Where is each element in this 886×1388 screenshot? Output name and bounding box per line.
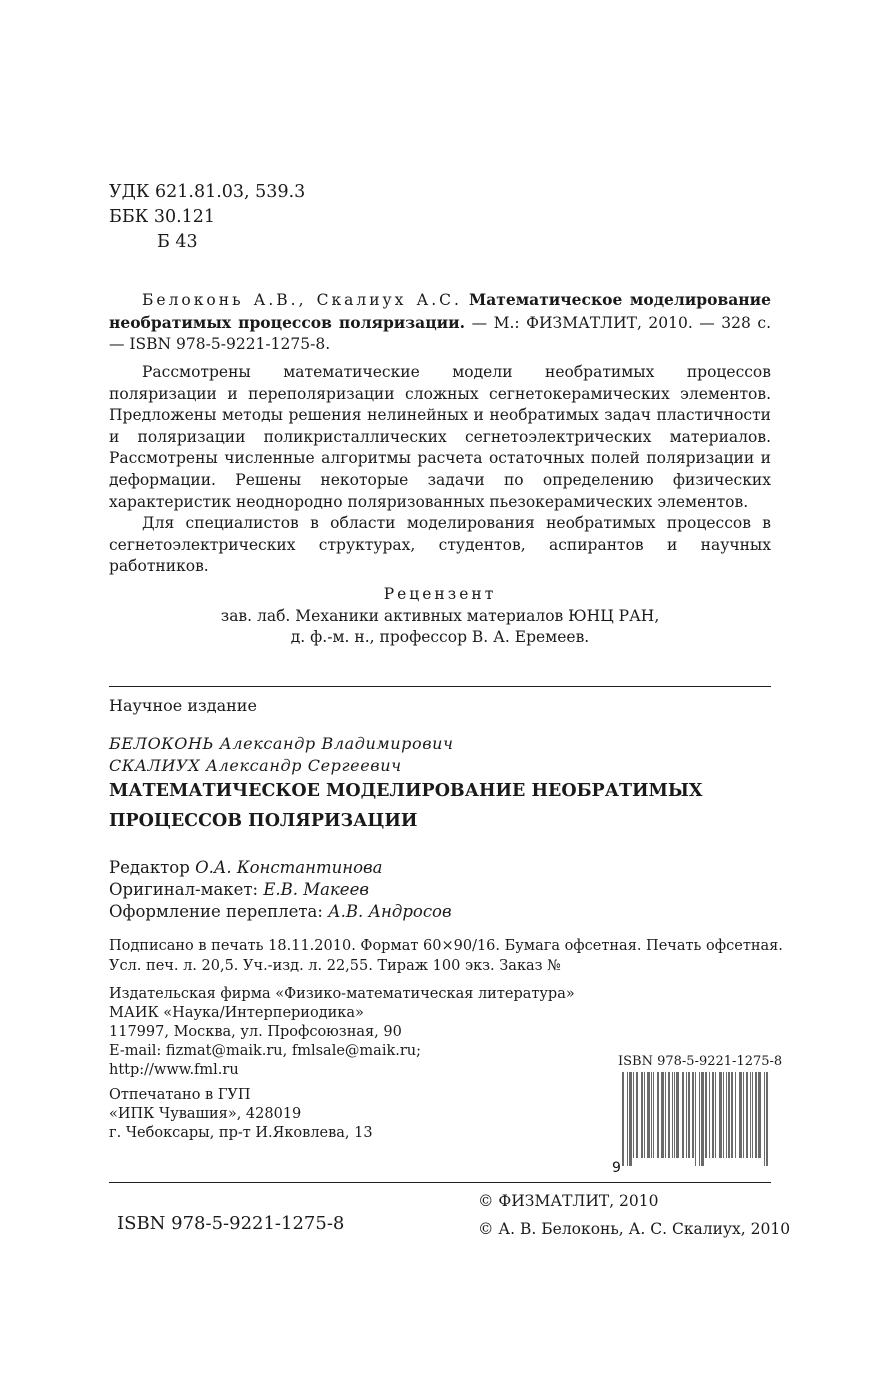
divider-bottom [109, 1182, 771, 1183]
author-2: СКАЛИУХ Александр Сергеевич [109, 756, 402, 775]
barcode-bar [633, 1072, 634, 1158]
cover-name: А.В. Андросов [328, 902, 452, 921]
editor-line [109, 857, 383, 879]
author-1: БЕЛОКОНЬ Александр Владимирович [109, 734, 454, 753]
barcode-bar [739, 1072, 742, 1158]
barcode-bar [752, 1072, 753, 1158]
barcode-bar [712, 1072, 714, 1158]
barcode-bar [764, 1072, 765, 1166]
barcode-bar [715, 1072, 716, 1158]
barcode-bar [676, 1072, 679, 1158]
barcode-bar [641, 1072, 643, 1158]
barcode-bar [746, 1072, 748, 1158]
barcode-bar [682, 1072, 684, 1158]
bbk-code: ББК 30.121 [109, 207, 216, 227]
barcode-bar [743, 1072, 744, 1158]
barcode-bar [665, 1072, 666, 1158]
abstract-paragraph-2: Для специалистов в области моделирования необратимых процессов в сегнетоэлектрических структурах, студентов, аспирантов и научных работников. [109, 514, 771, 576]
barcode-bar [653, 1072, 654, 1158]
barcode-bar [636, 1072, 638, 1158]
citation [109, 289, 771, 356]
barcode-bar [674, 1072, 675, 1158]
publisher-line-1: Издательская фирма «Физико-математическая литература» [109, 986, 575, 1002]
barcode-bar [688, 1072, 690, 1158]
divider-top [109, 686, 771, 687]
barcode [612, 1054, 783, 1176]
reviewer-line-2: д. ф.-м. н., профессор В. А. Еремеев. [290, 628, 590, 647]
reviewer-line-1: зав. лаб. Механики активных материалов ЮНЦ РАН, [220, 606, 660, 625]
barcode-bar [723, 1072, 724, 1158]
cover-label: Оформление переплета: [109, 902, 323, 921]
edition-type: Научное издание [109, 696, 257, 715]
print-info-2: Усл. печ. л. 20,5. Уч.-изд. л. 22,55. Тираж 100 экз. Заказ № [109, 958, 561, 974]
barcode-bar [657, 1072, 659, 1158]
barcode-bar [651, 1072, 652, 1158]
barcode-bar [692, 1072, 694, 1158]
barcode-bar [719, 1072, 722, 1158]
reviewer-block [109, 584, 771, 649]
publisher-line-5: http://www.fml.ru [109, 1062, 239, 1078]
barcode-bar [709, 1072, 710, 1158]
publisher-line-3: 117997, Москва, ул. Профсоюзная, 90 [109, 1024, 402, 1040]
editor-label: Редактор [109, 858, 190, 877]
barcode-bar [668, 1072, 670, 1158]
citation-details: — М.: ФИЗМАТЛИТ, 2010. — 328 с. — ISBN 978-5-9221-1275-8. [109, 313, 772, 354]
barcode-bar [644, 1072, 645, 1158]
udk-code: УДК 621.81.03, 539.3 [109, 182, 306, 202]
editor-name: О.А. Константинова [195, 858, 383, 877]
barcode-bar [766, 1072, 768, 1166]
barcode-bar [728, 1072, 730, 1158]
author-mark: Б 43 [157, 232, 198, 252]
cover-line [109, 901, 452, 923]
barcode-bar [750, 1072, 751, 1158]
book-title-line-1: МАТЕМАТИЧЕСКОЕ МОДЕЛИРОВАНИЕ НЕОБРАТИМЫХ [109, 781, 703, 801]
layout-name: Е.В. Макеев [263, 880, 369, 899]
barcode-bar [726, 1072, 727, 1158]
printer-line-2: «ИПК Чувашия», 428019 [109, 1106, 302, 1122]
barcode-bar [695, 1072, 696, 1166]
citation-authors: Белоконь А.В., Скалиух А.С. [142, 291, 462, 309]
barcode-bar [701, 1072, 704, 1166]
barcode-bar [699, 1072, 700, 1166]
barcode-bar [735, 1072, 736, 1158]
book-title-line-2: ПРОЦЕССОВ ПОЛЯРИЗАЦИИ [109, 811, 418, 831]
barcode-bar [755, 1072, 757, 1158]
barcode-bar [672, 1072, 673, 1158]
publisher-line-4: E-mail: fizmat@maik.ru, fmlsale@maik.ru; [109, 1043, 422, 1059]
barcode-bar [731, 1072, 733, 1158]
barcode-bar [661, 1072, 664, 1158]
barcode-lead-digit: 9 [612, 1160, 621, 1176]
publisher-line-2: МАИК «Наука/Интерпериодика» [109, 1005, 364, 1021]
reviewer-heading: Рецензент [383, 585, 497, 603]
barcode-caption: ISBN 978-5-9221-1275-8 [618, 1054, 783, 1069]
abstract-paragraph-1: Рассмотрены математические модели необратимых процессов поляризации и переполяризации сложных сегнетокерамических элементов. Предложены методы решения нелинейных и необратимых задач пластичности и поляризации поликристаллических сегнетоэлектрических материалов. Рассмотрены численные алгоритмы расчета остаточных полей поляризации и деформации. Решены некоторые задачи по определению физических характеристик неоднородно поляризованных пьезокерамических элементов. [109, 363, 771, 511]
layout-label: Оригинал-макет: [109, 880, 259, 899]
barcode-bar [622, 1072, 624, 1166]
barcode-bar [758, 1072, 761, 1158]
barcode-bar [647, 1072, 650, 1158]
layout-line [109, 879, 369, 901]
barcode-bar [705, 1072, 707, 1158]
printer-line-1: Отпечатано в ГУП [109, 1087, 251, 1103]
barcode-bar [627, 1072, 628, 1166]
barcode-graphic [612, 1072, 773, 1176]
printer-line-3: г. Чебоксары, пр-т И.Яковлева, 13 [109, 1125, 373, 1141]
barcode-bar [686, 1072, 687, 1158]
barcode-bar [629, 1072, 632, 1166]
citation-title: Математическое моделирование необратимых процессов поляризации. [109, 290, 771, 332]
footer-isbn: ISBN 978-5-9221-1275-8 [117, 1213, 345, 1234]
copyright-authors: © А. В. Белоконь, А. С. Скалиух, 2010 [478, 1220, 791, 1238]
copyright-publisher: © ФИЗМАТЛИТ, 2010 [478, 1192, 659, 1210]
classification-block [109, 180, 305, 255]
print-info-1: Подписано в печать 18.11.2010. Формат 60×90/16. Бумага офсетная. Печать офсетная. [109, 938, 783, 954]
